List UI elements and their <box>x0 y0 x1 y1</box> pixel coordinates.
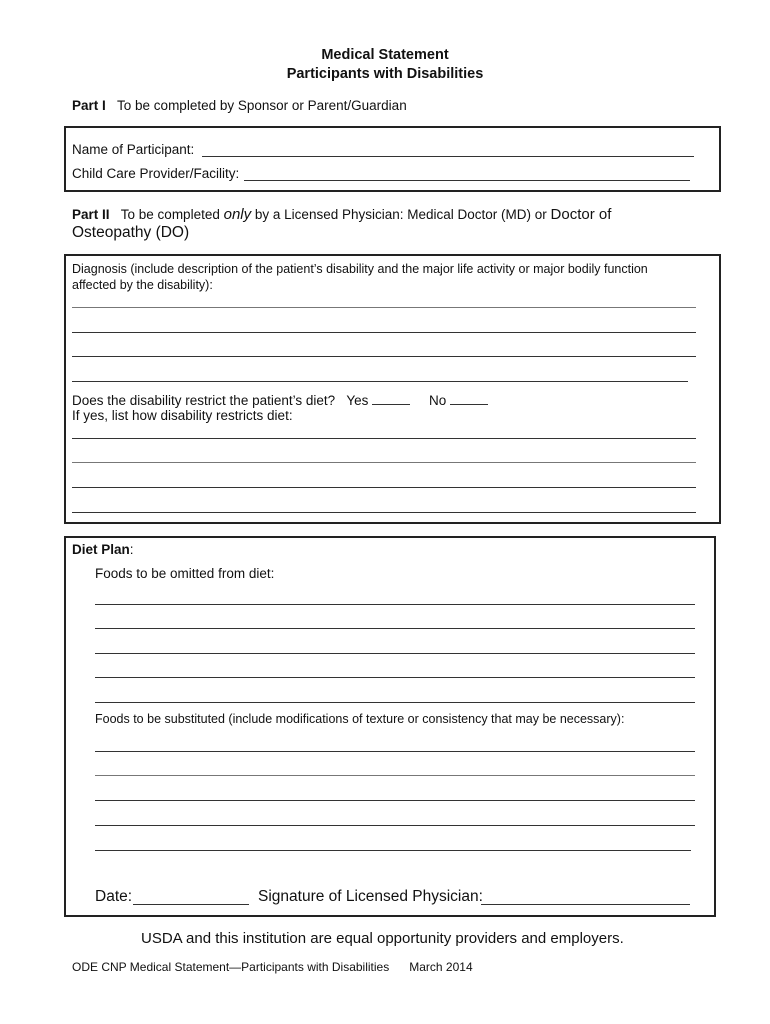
diagnosis-line-1[interactable] <box>72 307 696 308</box>
date-field[interactable] <box>133 904 249 905</box>
omitted-line-3[interactable] <box>95 653 695 654</box>
part2-instruction-tail: Doctor of <box>550 206 612 223</box>
substituted-line-4[interactable] <box>95 825 695 826</box>
no-field[interactable] <box>450 392 488 405</box>
yes-label: Yes <box>346 393 369 408</box>
part2-instruction-only: only <box>223 206 252 223</box>
participant-name-label: Name of Participant: <box>72 142 195 157</box>
diet-plan-box <box>64 536 716 917</box>
form-title: Medical Statement <box>321 47 449 63</box>
participant-name-field[interactable] <box>202 156 694 157</box>
diagnosis-line-2[interactable] <box>72 332 696 333</box>
part2-heading-line2: Osteopathy (DO) <box>72 224 190 241</box>
diagnosis-line-3[interactable] <box>72 356 696 357</box>
yes-field[interactable] <box>372 392 410 405</box>
part2-box <box>64 254 721 524</box>
diagnosis-label-line1: Diagnosis (include description of the patient’s disability and the major life activity or major bodily function <box>72 262 648 276</box>
no-label: No <box>428 393 447 408</box>
part1-heading <box>72 98 407 113</box>
date-label: Date: <box>95 888 133 905</box>
part2-heading <box>72 206 611 223</box>
diet-plan-heading-colon: : <box>129 542 134 557</box>
diet-plan-heading-text: Diet Plan <box>72 542 130 557</box>
substituted-line-5[interactable] <box>95 850 691 851</box>
omitted-line-5[interactable] <box>95 702 695 703</box>
part1-box <box>64 126 721 192</box>
omitted-line-1[interactable] <box>95 604 695 605</box>
part2-instruction-post: by a Licensed Physician: Medical Doctor (MD) or <box>254 207 547 222</box>
signature-field[interactable] <box>481 904 690 905</box>
diet-question: Does the disability restrict the patient’s diet? <box>72 393 336 408</box>
provider-field[interactable] <box>244 180 690 181</box>
part1-instruction: To be completed by Sponsor or Parent/Guardian <box>117 98 407 113</box>
part2-label: Part II <box>72 207 110 222</box>
substituted-label: Foods to be substituted (include modifications of texture or consistency that may be necessary): <box>95 712 625 726</box>
diet-question-row <box>72 392 488 408</box>
restriction-line-1[interactable] <box>72 438 696 439</box>
substituted-line-1[interactable] <box>95 751 695 752</box>
equal-opportunity-statement: USDA and this institution are equal opportunity providers and employers. <box>141 930 624 947</box>
omitted-line-2[interactable] <box>95 628 695 629</box>
diagnosis-label-line2: affected by the disability): <box>72 278 213 292</box>
form-id: ODE CNP Medical Statement—Participants with Disabilities <box>72 960 390 974</box>
diagnosis-line-4[interactable] <box>72 381 688 382</box>
form-subtitle: Participants with Disabilities <box>286 66 484 82</box>
substituted-line-3[interactable] <box>95 800 695 801</box>
part1-label: Part I <box>72 98 106 113</box>
form-footer <box>72 960 473 974</box>
restriction-line-2[interactable] <box>72 462 696 463</box>
substituted-line-2[interactable] <box>95 775 695 776</box>
omitted-line-4[interactable] <box>95 677 695 678</box>
provider-label: Child Care Provider/Facility: <box>72 166 240 181</box>
part2-instruction-pre: To be completed <box>120 207 220 222</box>
diet-followup-label: If yes, list how disability restricts diet: <box>72 408 293 423</box>
restriction-line-3[interactable] <box>72 487 696 488</box>
restriction-line-4[interactable] <box>72 512 696 513</box>
diet-plan-heading <box>72 542 134 557</box>
form-date: March 2014 <box>409 960 473 974</box>
signature-label: Signature of Licensed Physician: <box>258 888 483 905</box>
omitted-label: Foods to be omitted from diet: <box>95 566 275 581</box>
